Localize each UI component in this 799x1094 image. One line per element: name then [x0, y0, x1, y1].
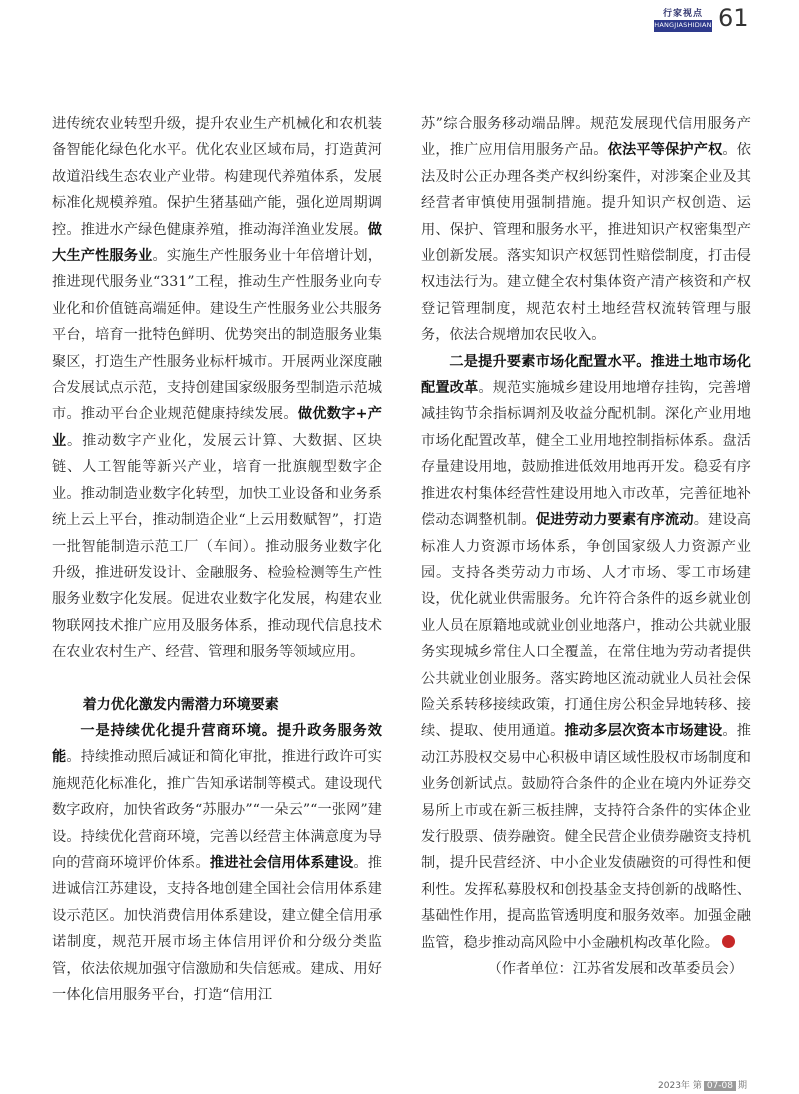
right-paragraph-2 — [421, 349, 751, 956]
left-paragraph-1 — [52, 111, 382, 666]
subsection-heading: 二是提升要素市场化配置水平。 — [449, 353, 651, 370]
footer-issue: 07-08 — [704, 1081, 736, 1091]
footer-di: 第 — [692, 1081, 702, 1091]
right-paragraph-1 — [421, 111, 751, 349]
bold-heading: 推进社会信用体系建设 — [209, 854, 354, 871]
text-run: 。推动数字产业化，发展云计算、大数据、区块链、人工智能等新兴产业，培育一批旗舰型数字企业。推动制造业数字化转型，加快工业设备和业务系统上云上平台，推动制造企业“上云用数赋智”，打造一批智能制造示范工厂（车间）。推动服务业数字化升级，推进研发设计、金融服务、检验检测等生产性服务业数字化发展。促进农业数字化发展，构建农业物联网技术推广应用及服务体系，推动现代信息技术在农业农村生产、经营、管理和服务等领域应用。 — [52, 432, 382, 661]
text-run: 。实施生产性服务业十年倍增计划，推进现代服务业“331”工程，推动生产性服务业向专业化和价值链高端延伸。建设生产性服务业公共服务平台，培育一批特色鲜明、优势突出的制造服务业集聚区，打造生产性服务业标杆城市。开展两业深度融合发展试点示范，支持创建国家级服务型制造示范城市。推动平台企业规范健康持续发展。 — [52, 248, 382, 423]
end-mark-icon — [722, 935, 735, 948]
bold-heading: 提升政务服务效能 — [52, 722, 382, 766]
issue-footer — [658, 1078, 747, 1091]
bold-heading: 做大生产性服务业 — [52, 221, 382, 265]
subsection-heading: 一是持续优化提升营商环境。 — [80, 722, 278, 739]
text-run: 。持续推动照后减证和简化审批，推进行政许可实施规范化标准化，推广告知承诺制等模式。建设现代数字政府，加快省政务“苏服办”“一朵云”“一张网”建设。持续优化营商环境，完善以经营主体满意度为导向的营商环境评价体系。 — [52, 749, 382, 871]
text-run: 。建设高标准人力资源市场体系，争创国家级人力资源产业园。支持各类劳动力市场、人才市场、零工市场建设，优化就业供需服务。允许符合条件的返乡就业创业人员在原籍地或就业创业地落户，推动公共就业服务实现城乡常住人口全覆盖，在常住地为劳动者提供公共就业创业服务。落实跨地区流动就业人员社会保险关系转移接续政策，打通住房公积金异地转移、接续、提取、使用通道。 — [421, 512, 751, 740]
bold-heading: 做优数字+产业 — [52, 406, 382, 449]
bold-heading: 促进劳动力要素有序流动 — [535, 512, 694, 529]
text-run: 苏”综合服务移动端品牌。规范发展现代信用服务产业，推广应用信用服务产品。 — [421, 116, 751, 159]
footer-qi: 期 — [737, 1081, 747, 1091]
footer-year: 2023年 — [658, 1081, 690, 1091]
page-number: 61 — [718, 4, 749, 32]
section-heading: 着力优化激发内需潜力环境要素 — [82, 696, 279, 713]
left-paragraph-2 — [52, 718, 382, 1008]
bold-heading: 依法平等保护产权 — [607, 142, 723, 159]
text-run: 。推进诚信江苏建设，支持各地创建全国社会信用体系建设示范区。加快消费信用体系建设，建立健全信用承诺制度，规范开展市场主体信用评价和分级分类监管，依法依规加强守信激励和失信惩戒。建成、用好一体化信用服务平台，打造“信用江 — [52, 854, 382, 1003]
text-run: 进传统农业转型升级，提升农业生产机械化和农机装备智能化绿色化水平。优化农业区域布局，打造黄河故道沿线生态农业产业带。构建现代养殖体系，发展标准化规模养殖。保护生猪基础产能，强化逆周期调控。推进水产绿色健康养殖，推动海洋渔业发展。 — [52, 116, 382, 238]
author-affiliation: （作者单位：江苏省发展和改革委员会） — [487, 961, 743, 977]
bold-heading: 推动多层次资本市场建设 — [564, 723, 723, 740]
text-run: 。推动江苏股权交易中心积极申请区域性股权市场制度和业务创新试点。鼓励符合条件的企业在境内外证券交易所上市或在新三板挂牌，支持符合条件的实体企业发行股票、债券融资。健全民营企业债券融资支持机制，提升民营经济、中小企业发债融资的可得性和便利性。发挥私募股权和创投基金支持创新的战略性、基础性作用，提高监管透明度和服务效率。加强金融监管，稳步推动高风险中小金融机构改革化险。 — [421, 723, 751, 951]
bold-heading: 推进土地市场化配置改革 — [421, 353, 751, 397]
text-run: 。依法及时公正办理各类产权纠纷案件，对涉案企业及其经营者审慎使用强制措施。提升知识产权创造、运用、保护、管理和服务水平，推进知识产权密集型产业创新发展。落实知识产权惩罚性赔偿制度，打击侵权违法行为。建立健全农村集体资产清产核资和产权登记管理制度，规范农村土地经营权流转管理与服务，依法合规增加农民收入。 — [421, 142, 751, 344]
header-section-label: 行家视点 — [662, 9, 703, 19]
header-section-subtitle: HANGJIASHIDIAN — [654, 21, 712, 29]
text-run: 。规范实施城乡建设用地增存挂钩，完善增减挂钩节余指标调剂及收益分配机制。深化产业用地市场化配置改革，健全工业用地控制指标体系。盘活存量建设用地，鼓励推进低效用地再开发。稳妥有序推进农村集体经营性建设用地入市改革，完善征地补偿动态调整机制。 — [421, 380, 751, 529]
left-column — [52, 111, 382, 1008]
right-column — [421, 111, 751, 982]
